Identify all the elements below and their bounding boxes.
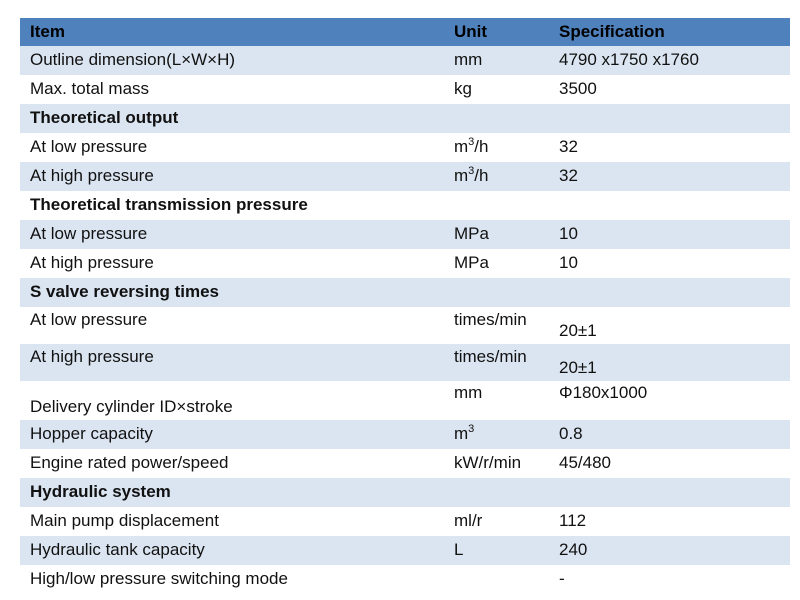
- row-item: Hydraulic tank capacity: [20, 536, 444, 565]
- table-row: [20, 420, 790, 449]
- row-unit: [444, 420, 549, 449]
- row-unit: MPa: [444, 249, 549, 278]
- table-row: [20, 162, 790, 191]
- unit-superscript: 3: [468, 136, 475, 149]
- table-row: [20, 133, 790, 162]
- header-specification: Specification: [549, 18, 790, 46]
- table-row: [20, 449, 790, 478]
- table-row: [20, 536, 790, 565]
- section-title: Theoretical output: [20, 104, 444, 133]
- row-spec: 45/480: [549, 449, 790, 478]
- table-row: [20, 381, 790, 420]
- table-row: [20, 249, 790, 278]
- row-unit: times/min: [444, 307, 549, 344]
- table-row: [20, 344, 790, 381]
- row-unit: L: [444, 536, 549, 565]
- row-spec: 240: [549, 536, 790, 565]
- row-unit: times/min: [444, 344, 549, 381]
- row-unit: [444, 478, 549, 507]
- row-item: At high pressure: [20, 162, 444, 191]
- header-item: Item: [20, 18, 444, 46]
- table-row: [20, 507, 790, 536]
- row-item: Main pump displacement: [20, 507, 444, 536]
- row-spec: 20±1: [549, 307, 790, 344]
- section-row: [20, 191, 790, 220]
- row-item: Delivery cylinder ID×stroke: [20, 381, 444, 420]
- row-unit: kg: [444, 75, 549, 104]
- row-item: Max. total mass: [20, 75, 444, 104]
- row-item: At low pressure: [20, 133, 444, 162]
- row-spec: -: [549, 565, 790, 594]
- section-row: [20, 278, 790, 307]
- unit-base: m: [454, 424, 469, 444]
- row-spec: 0.8: [549, 420, 790, 449]
- row-unit: mm: [444, 46, 549, 75]
- unit-superscript: 3: [468, 165, 475, 178]
- row-item: Outline dimension(L×W×H): [20, 46, 444, 75]
- row-unit: kW/r/min: [444, 449, 549, 478]
- unit-base: m: [454, 137, 469, 157]
- section-row: [20, 104, 790, 133]
- row-spec: 3500: [549, 75, 790, 104]
- row-item: Hopper capacity: [20, 420, 444, 449]
- row-unit: mm: [444, 381, 549, 420]
- row-unit: [444, 278, 549, 307]
- unit-tail: /h: [474, 166, 489, 186]
- section-row: [20, 478, 790, 507]
- row-item: At high pressure: [20, 344, 444, 381]
- row-unit: [444, 162, 549, 191]
- table-row: [20, 565, 790, 594]
- row-item: At low pressure: [20, 307, 444, 344]
- specification-table: [20, 18, 790, 594]
- table-row: [20, 75, 790, 104]
- unit-tail: /h: [474, 137, 489, 157]
- row-spec: 10: [549, 249, 790, 278]
- row-unit: [444, 191, 549, 220]
- row-unit: [444, 565, 549, 594]
- row-unit: [444, 104, 549, 133]
- row-spec: 4790 x1750 x1760: [549, 46, 790, 75]
- unit-superscript: 3: [468, 423, 475, 436]
- row-spec: Φ180x1000: [549, 381, 790, 420]
- unit-base: m: [454, 166, 469, 186]
- row-item: At high pressure: [20, 249, 444, 278]
- section-title: Theoretical transmission pressure: [20, 191, 444, 220]
- row-spec: 32: [549, 162, 790, 191]
- row-spec: 112: [549, 507, 790, 536]
- row-spec: [549, 104, 790, 133]
- row-spec: [549, 191, 790, 220]
- table-row: [20, 46, 790, 75]
- row-unit: MPa: [444, 220, 549, 249]
- row-item: High/low pressure switching mode: [20, 565, 444, 594]
- section-title: S valve reversing times: [20, 278, 444, 307]
- row-spec: [549, 278, 790, 307]
- row-spec: [549, 478, 790, 507]
- table-row: [20, 220, 790, 249]
- row-item: Engine rated power/speed: [20, 449, 444, 478]
- row-spec: 32: [549, 133, 790, 162]
- section-title: Hydraulic system: [20, 478, 444, 507]
- row-item: At low pressure: [20, 220, 444, 249]
- header-unit: Unit: [444, 18, 549, 46]
- row-unit: [444, 133, 549, 162]
- table-header-row: [20, 18, 790, 46]
- table-row: [20, 307, 790, 344]
- row-spec: 20±1: [549, 344, 790, 381]
- row-unit: ml/r: [444, 507, 549, 536]
- row-spec: 10: [549, 220, 790, 249]
